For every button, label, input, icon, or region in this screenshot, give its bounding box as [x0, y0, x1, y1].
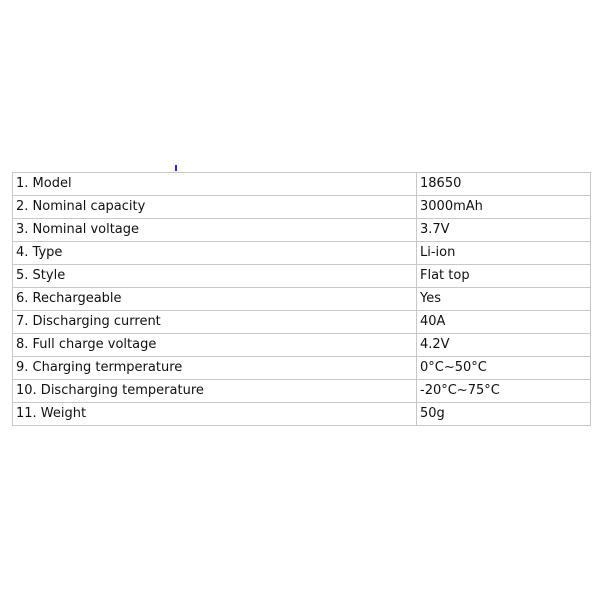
spec-value: -20°C~75°C [417, 380, 591, 403]
table-row [13, 265, 591, 288]
spec-label: 9. Charging termperature [13, 357, 417, 380]
spec-value: Li-ion [417, 242, 591, 265]
spec-value: 0°C~50°C [417, 357, 591, 380]
table-row [13, 196, 591, 219]
spec-label: 11. Weight [13, 403, 417, 426]
table-row [13, 403, 591, 426]
table-row [13, 173, 591, 196]
spec-label: 4. Type [13, 242, 417, 265]
table-row [13, 311, 591, 334]
spec-label: 8. Full charge voltage [13, 334, 417, 357]
spec-value: Yes [417, 288, 591, 311]
spec-label: 1. Model [13, 173, 417, 196]
spec-value: 4.2V [417, 334, 591, 357]
table-row [13, 357, 591, 380]
spec-value: 40A [417, 311, 591, 334]
spec-value: 18650 [417, 173, 591, 196]
table-row [13, 219, 591, 242]
spec-value: 3000mAh [417, 196, 591, 219]
spec-label: 3. Nominal voltage [13, 219, 417, 242]
specification-table [12, 172, 591, 426]
spec-value: 50g [417, 403, 591, 426]
spec-label: 7. Discharging current [13, 311, 417, 334]
spec-label: 6. Rechargeable [13, 288, 417, 311]
table-row [13, 242, 591, 265]
spec-value: Flat top [417, 265, 591, 288]
table-row [13, 380, 591, 403]
table-row [13, 288, 591, 311]
spec-label: 2. Nominal capacity [13, 196, 417, 219]
spec-label: 5. Style [13, 265, 417, 288]
spec-label: 10. Discharging temperature [13, 380, 417, 403]
text-cursor-mark [175, 165, 177, 171]
table-row [13, 334, 591, 357]
spec-value: 3.7V [417, 219, 591, 242]
